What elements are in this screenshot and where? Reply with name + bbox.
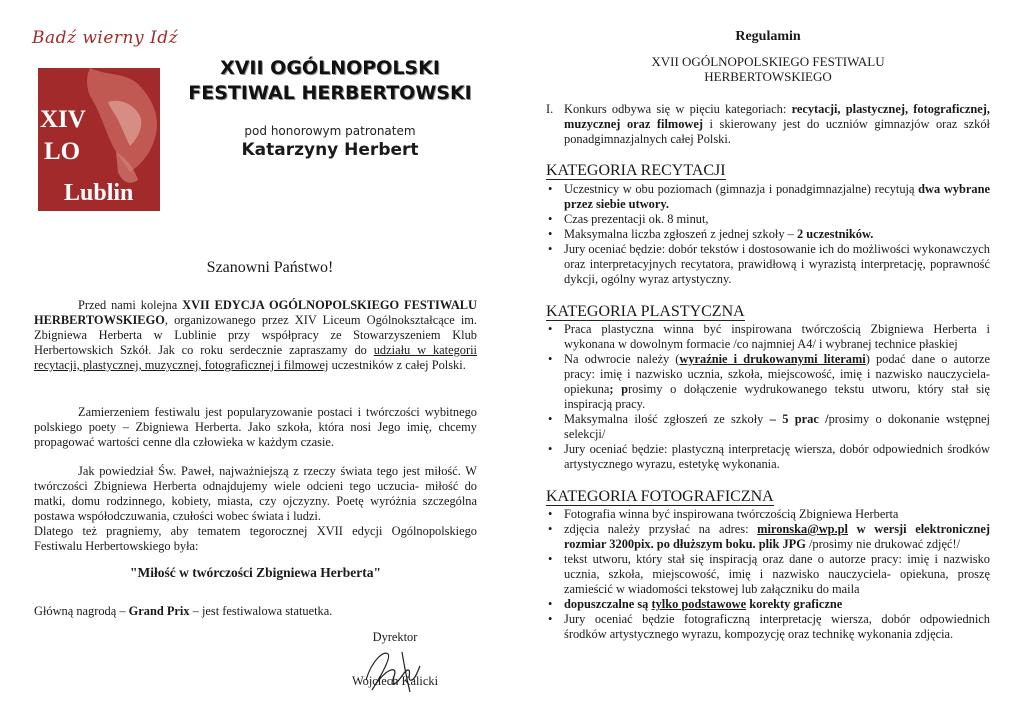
p1-categories: udziału w kategorii recytacji, plastycznej, muzycznej, fotograficznej i filmowej (34, 343, 477, 372)
logo-line-lo: LO (44, 138, 81, 165)
email-link[interactable]: mironska@wp.pl (757, 522, 849, 536)
item-bold: ; p (609, 382, 629, 396)
art-heading (546, 303, 745, 321)
list-item (546, 322, 990, 352)
list-item (546, 597, 990, 612)
festival-theme: "Miłość w twórczości Zbigniewa Herberta" (130, 565, 381, 580)
letter-paragraph-2 (34, 405, 477, 450)
intro-text-c: i skierowany jest do uczniów gimnazjów oraz szkół ponadgimnazjalnych całej Polski. (564, 117, 990, 146)
festival-title-line1: XVII OGÓLNOPOLSKI (220, 57, 440, 79)
item-text: Uczestnicy w obu poziomach (gimnazja i ponadgimnazjalne) recytują (564, 182, 919, 196)
list-item (546, 612, 990, 642)
intro-categories: recytacji, plastycznej, fotograficznej, muzycznej oraz filmowej (564, 102, 990, 131)
item-text: Fotografia winna być inspirowana twórczością Zbigniewa Herberta (564, 507, 899, 521)
item-bold: korekty graficzne (746, 597, 843, 611)
p4-text: Dlatego też pragniemy, aby tematem tegorocznej XVII edycji Ogólnopolskiego Festiwalu Herbertowskiego była: (34, 524, 477, 553)
art-heading-text: KATEGORIA PLASTYCZNA (546, 303, 745, 320)
item-text: Maksymalna ilość zgłoszeń ze szkoły (564, 412, 770, 426)
item-text: prosimy o dokonanie wstępnej selekcji/ (564, 412, 990, 441)
bullet-icon: • (548, 507, 553, 521)
letter-paragraph-1 (34, 298, 477, 373)
p1-text-a: Przed nami kolejna (78, 298, 183, 312)
recitation-heading-text: KATEGORIA RECYTACJI (546, 162, 726, 179)
bullet-icon: • (548, 442, 553, 456)
rules-intro (546, 102, 990, 147)
p1-text-e: uczestników z całej Polski. (328, 358, 466, 372)
list-item (546, 522, 990, 552)
list-item (546, 412, 990, 442)
school-logo (38, 68, 160, 211)
bullet-icon: • (548, 322, 553, 336)
item-text: Na odwrocie należy ( (564, 352, 680, 366)
item-bold: dopuszczalne są (564, 597, 652, 611)
bullet-icon: • (548, 212, 553, 226)
photo-heading-text: KATEGORIA FOTOGRAFICZNA (546, 488, 774, 505)
rules-subtitle (602, 54, 934, 84)
patronage-label: pod honorowym patronatem (244, 124, 416, 138)
festival-title (180, 56, 480, 106)
p1-text-c: , organizowanego przez XIV Liceum Ogólnokształcące im. Zbigniewa Herberta w Lublinie przy współpracy ze Stowarzyszeniem Klub Herbertowskich Szkół. Jak co roku serdecznie zapraszamy do (34, 313, 477, 357)
item-text: zdjęcia należy przysłać na adres: (564, 522, 758, 536)
item-bold: 2 uczestników. (796, 227, 874, 241)
photo-list (546, 507, 990, 642)
patron-name: Katarzyny Herbert (241, 140, 419, 160)
item-text: /prosimy nie drukować zdjęć!/ (805, 537, 961, 551)
bullet-icon: • (548, 227, 553, 241)
rules-subtitle-line1: XVII OGÓLNOPOLSKIEGO FESTIWALU (651, 54, 885, 69)
art-list (546, 322, 990, 472)
item-text: tekst utworu, który stał się inspiracją oraz dane o autorze pracy: imię i nazwisko ucznia, szkoła, miejscowość, imię i nazwisko nauczyciela- opiekuna, proszę zamieścić w wiadomości tekstowej lub załączniku do maila (564, 552, 990, 596)
item-bold: dwa wybrane przez siebie utwory. (564, 182, 990, 211)
rules-title: Regulamin (735, 29, 801, 44)
list-item (546, 552, 990, 597)
list-item (546, 352, 990, 412)
item-text: Jury oceniać będzie: plastyczną interpretację wiersza, dobór odpowiednich środków artystycznego wyrazu, estetykę wykonania. (564, 442, 990, 471)
prize-line (34, 604, 477, 619)
director-label: Dyrektor (372, 630, 418, 644)
photo-heading (546, 488, 774, 506)
bullet-icon: • (548, 597, 553, 611)
prize-grand-prix: Grand Prix (128, 604, 190, 618)
p3-text: Jak powiedział Św. Paweł, najważniejszą z rzeczy świata tego jest miłość. W twórczości Zbigniewa Herberta odnajdujemy wiele odcieni tego uczucia- miłość do matki, domu rodzinnego, kobiety, miasta, czy ojczyzny. Poetę wyróżnia szczególna postawa współodczuwania, czułości wobec świata i ludzi. (34, 464, 477, 523)
bullet-icon: • (548, 412, 553, 426)
list-item (546, 227, 990, 242)
list-item (546, 212, 990, 227)
p1-edition: XVII EDYCJA OGÓLNOPOLSKIEGO FESTIWALU HERBERTOWSKIEGO (34, 298, 478, 327)
logo-line-xiv: XIV (40, 106, 86, 133)
item-text: rosimy o dołączenie wydrukowanego tekstu utworu, który stał się inspiracją pracy. (564, 382, 990, 411)
recitation-heading (546, 162, 726, 180)
intro-text-a: Konkurs odbywa się w pięciu kategoriach: (564, 102, 792, 116)
rules-subtitle-line2: HERBERTOWSKIEGO (704, 69, 832, 84)
item-bold-underlined: tylko podstawowe (651, 597, 747, 611)
bullet-icon: • (548, 242, 553, 256)
logo-motto: Badź wierny Idź (32, 28, 179, 48)
logo-line-lublin: Lublin (64, 180, 134, 206)
director-name: Wojciech Kalicki (351, 674, 439, 688)
rules-intro-number: I. (546, 102, 554, 116)
rules-page (512, 0, 1024, 725)
bullet-icon: • (548, 612, 553, 626)
list-item (546, 442, 990, 472)
prize-text-c: – jest festiwalowa statuetka. (189, 604, 333, 618)
item-text: Czas prezentacji ok. 8 minut, (564, 212, 709, 226)
signature-icon (358, 640, 428, 700)
list-item (546, 507, 990, 522)
list-item (546, 242, 990, 287)
item-bold: – 5 prac / (769, 412, 829, 426)
list-item (546, 182, 990, 212)
greeting: Szanowni Państwo! (206, 259, 334, 276)
item-text: ) podać dane o autorze pracy: imię i nazwisko ucznia, szkoła, miejscowość, imię i nazwisko nauczyciela-opiekuna (564, 352, 990, 396)
p2-text: Zamierzeniem festiwalu jest popularyzowanie postaci i twórczości wybitnego polskiego poety – Zbigniewa Herberta. Jako szkoła, która nosi Jego imię, chcemy propagować wartości cenne dla człowieka w każdym czasie. (34, 405, 477, 449)
item-bold: w wersji elektronicznej rozmiar 3200pix. po dłuższym boku. plik JPG (564, 522, 990, 551)
recitation-list (546, 182, 990, 287)
item-bold-underlined: wyraźnie i drukowanymi literami (679, 352, 866, 366)
prize-text-a: Główną nagrodą – (34, 604, 129, 618)
item-text: Jury oceniać będzie: dobór tekstów i dostosowanie ich do możliwości wykonawczych oraz interpretacyjnych recytatora, prawidłową i wyrazistą interpretację, poprawność dykcji, ogólny wyraz artystyczny. (564, 242, 990, 286)
bullet-icon: • (548, 522, 553, 536)
item-text: Jury oceniać będzie fotograficzną interpretację wiersza, dobór odpowiednich środków artystycznego wyrazu, kompozycję oraz technikę wykonania zdjęcia. (564, 612, 990, 641)
letter-paragraph-3 (34, 464, 477, 554)
item-text: Praca plastyczna winna być inspirowana twórczością Zbigniewa Herberta i wykonana w dowolnym formacie /co najmniej A4/ i wybranej technice płaskiej (564, 322, 990, 351)
bullet-icon: • (548, 552, 553, 566)
festival-title-line2: FESTIWAL HERBERTOWSKI (188, 82, 472, 104)
bullet-icon: • (548, 352, 553, 366)
bullet-icon: • (548, 182, 553, 196)
item-text: Maksymalna liczba zgłoszeń z jednej szkoły – (564, 227, 797, 241)
